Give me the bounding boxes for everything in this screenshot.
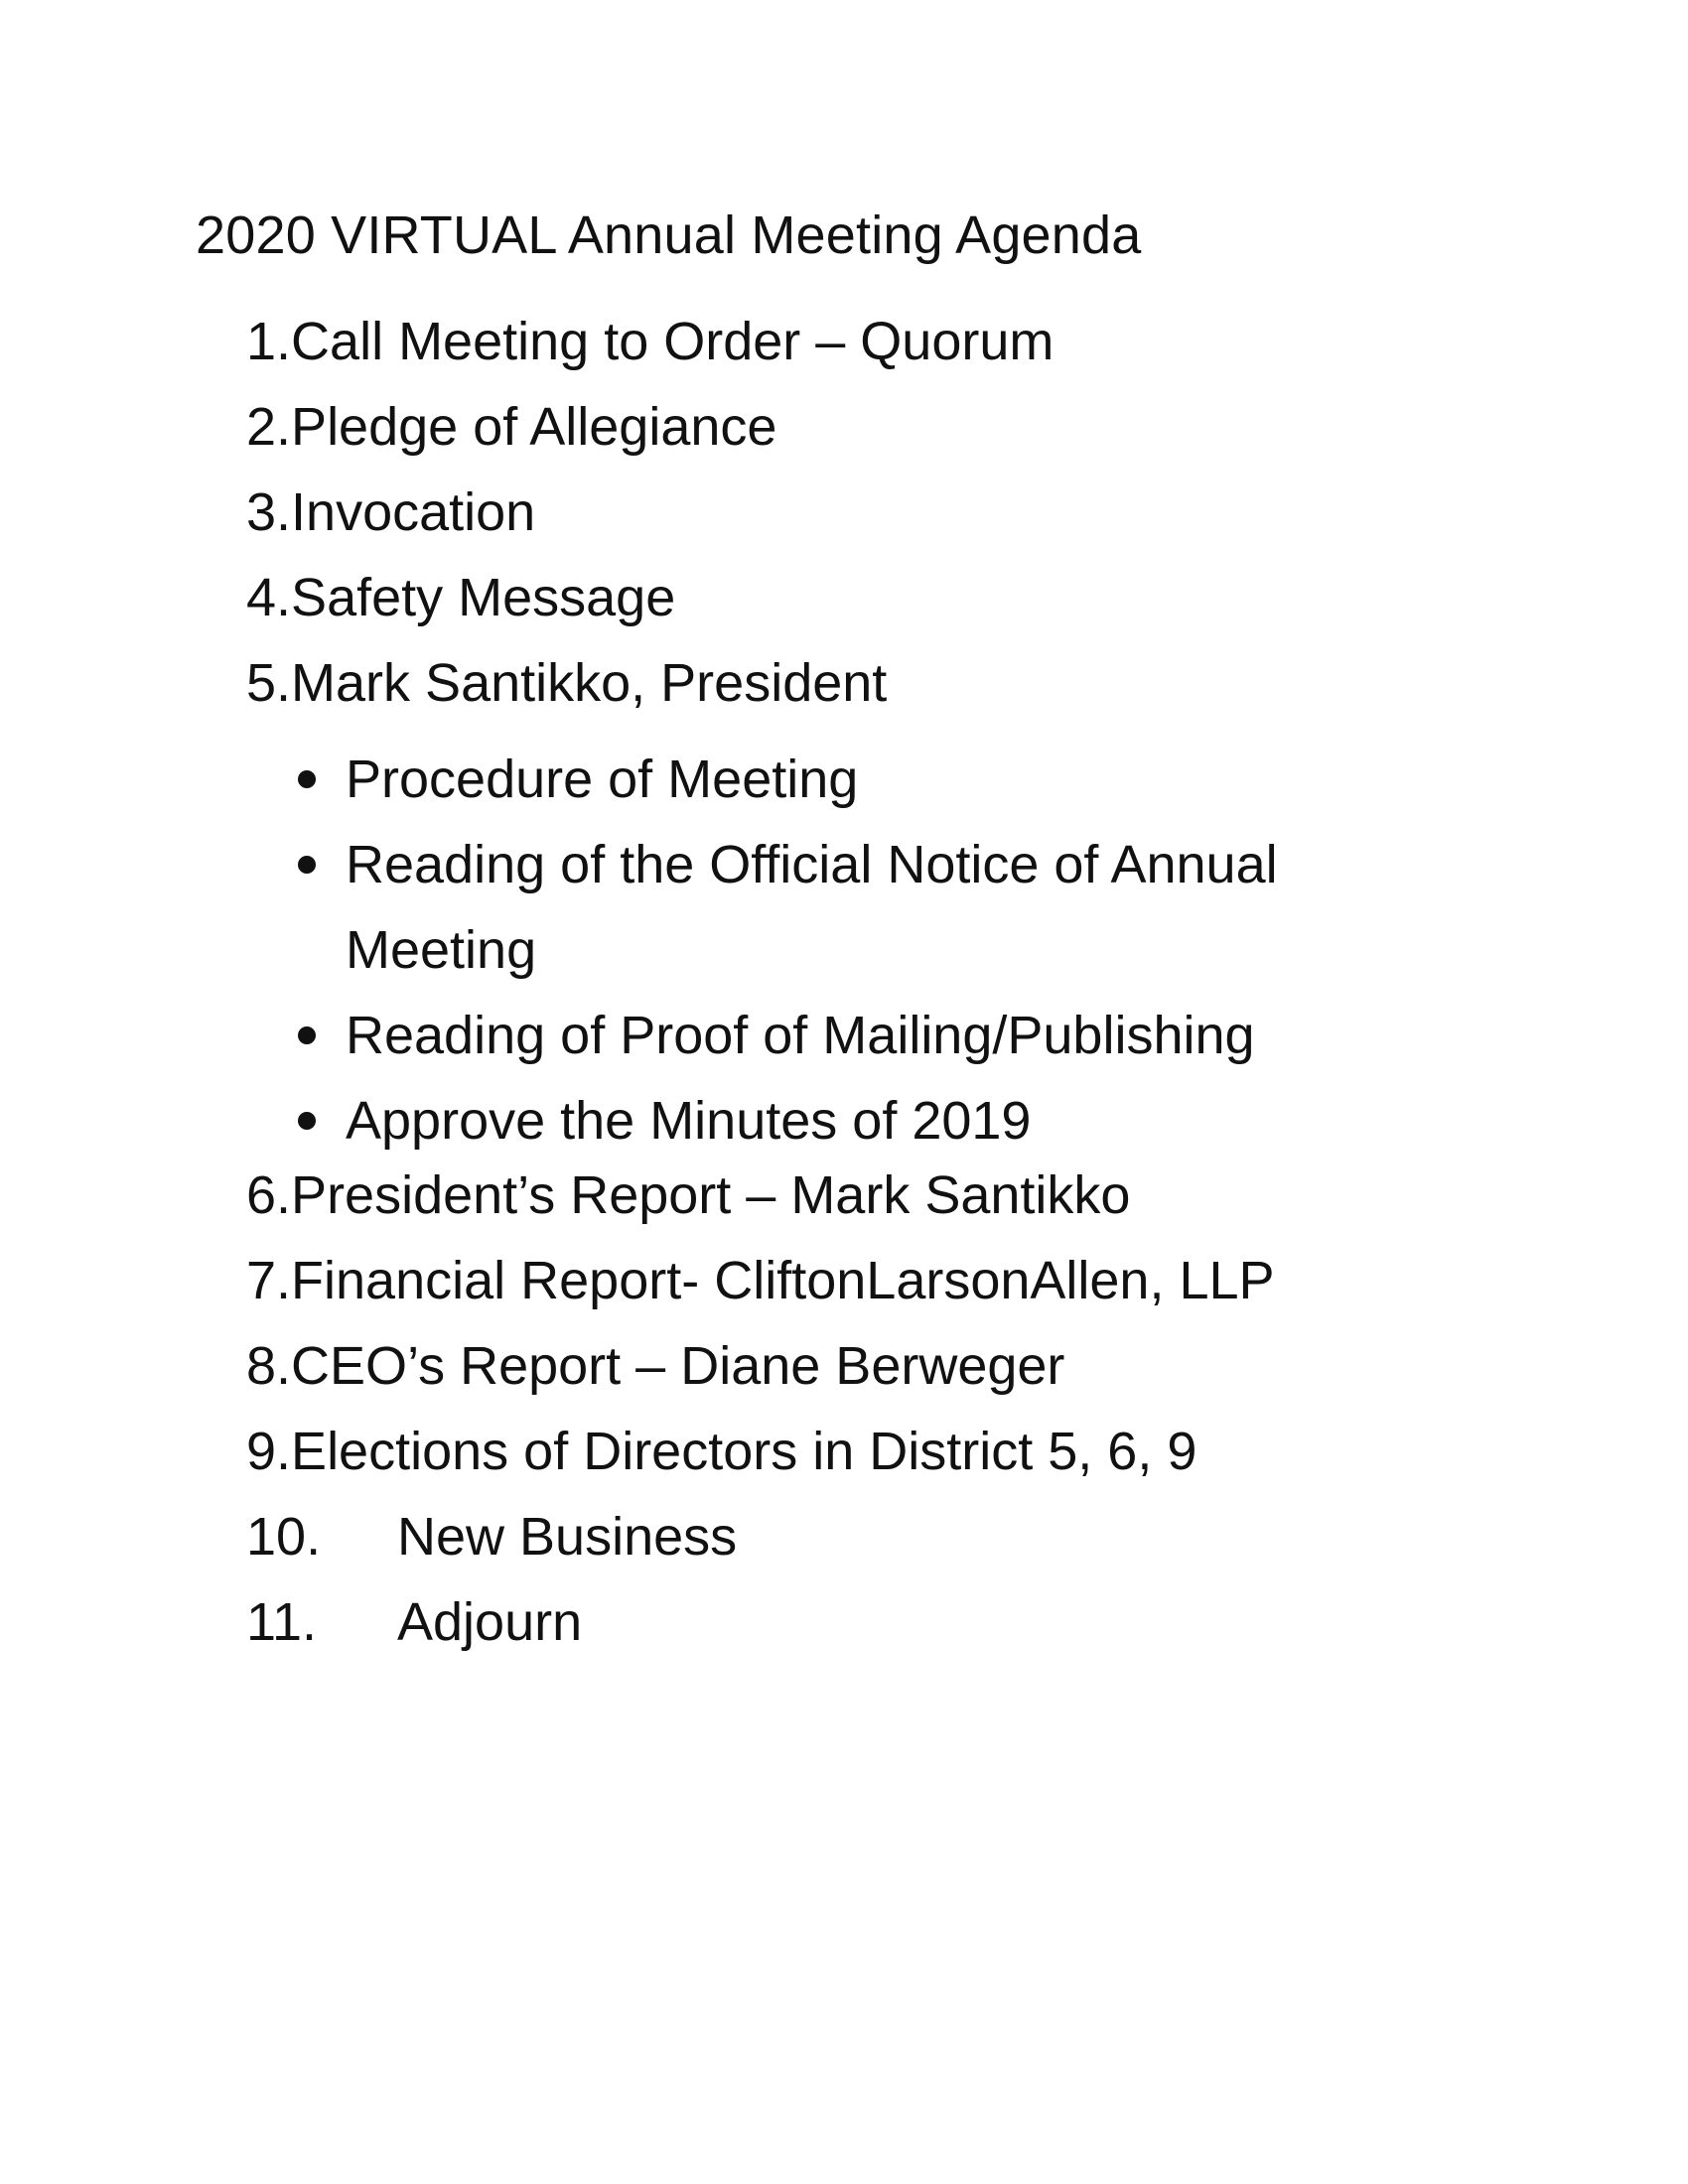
agenda-list: [246, 310, 1487, 1676]
agenda-item: [246, 1249, 1487, 1334]
agenda-item-number: 7.: [246, 1251, 292, 1310]
agenda-item-text: Financial Report- CliftonLarsonAllen, LLP: [291, 1251, 1275, 1310]
agenda-item: [246, 310, 1487, 395]
agenda-item-text: Safety Message: [291, 568, 676, 627]
agenda-item-number: 10.: [246, 1507, 322, 1567]
agenda-item: [246, 651, 1487, 737]
agenda-item-text: President’s Report – Mark Santikko: [291, 1165, 1131, 1225]
agenda-item-text: Adjourn: [397, 1592, 583, 1652]
page-title: 2020 VIRTUAL Annual Meeting Agenda: [196, 205, 1142, 265]
agenda-item-text: CEO’s Report – Diane Berweger: [291, 1336, 1065, 1396]
agenda-item: [246, 1163, 1487, 1249]
agenda-item-text: Pledge of Allegiance: [291, 397, 777, 457]
agenda-subitem-text: Procedure of Meeting: [346, 750, 859, 809]
agenda-item: [246, 480, 1487, 566]
agenda-item-text: Invocation: [291, 482, 536, 542]
agenda-item-number: 1.: [246, 312, 292, 371]
agenda-sublist: [298, 737, 1487, 1163]
bullet-icon: [298, 770, 316, 788]
agenda-item-number: 3.: [246, 482, 292, 542]
agenda-item: [246, 1420, 1487, 1505]
agenda-subitem: [298, 737, 1338, 822]
agenda-subitem-text: Approve the Minutes of 2019: [346, 1091, 1032, 1151]
agenda-item-number: 9.: [246, 1422, 292, 1481]
agenda-item-text: Mark Santikko, President: [291, 653, 888, 713]
bullet-icon: [298, 856, 316, 874]
agenda-item-number: 11.: [246, 1592, 318, 1652]
agenda-item-number: 4.: [246, 568, 292, 627]
agenda-item: [246, 1590, 1487, 1676]
bullet-icon: [298, 1026, 316, 1044]
bullet-icon: [298, 1112, 316, 1130]
agenda-item-number: 8.: [246, 1336, 292, 1396]
agenda-item: [246, 566, 1487, 651]
agenda-item-number: 5.: [246, 653, 292, 713]
agenda-item: [246, 395, 1487, 480]
agenda-subitem: [298, 993, 1338, 1078]
agenda-item-number: 2.: [246, 397, 292, 457]
agenda-subitem: [298, 1078, 1338, 1163]
agenda-item-text: Elections of Directors in District 5, 6, 9: [291, 1422, 1197, 1481]
agenda-subitem-text: Reading of Proof of Mailing/Publishing: [346, 1006, 1255, 1065]
agenda-item-number: 6.: [246, 1165, 292, 1225]
agenda-subitem: [298, 822, 1338, 993]
agenda-item: [246, 1505, 1487, 1590]
agenda-subitem-text: Reading of the Official Notice of Annual Meeting: [346, 835, 1278, 980]
agenda-item-text: Call Meeting to Order – Quorum: [291, 312, 1055, 371]
agenda-item: [246, 1334, 1487, 1420]
agenda-item-text: New Business: [397, 1507, 738, 1567]
